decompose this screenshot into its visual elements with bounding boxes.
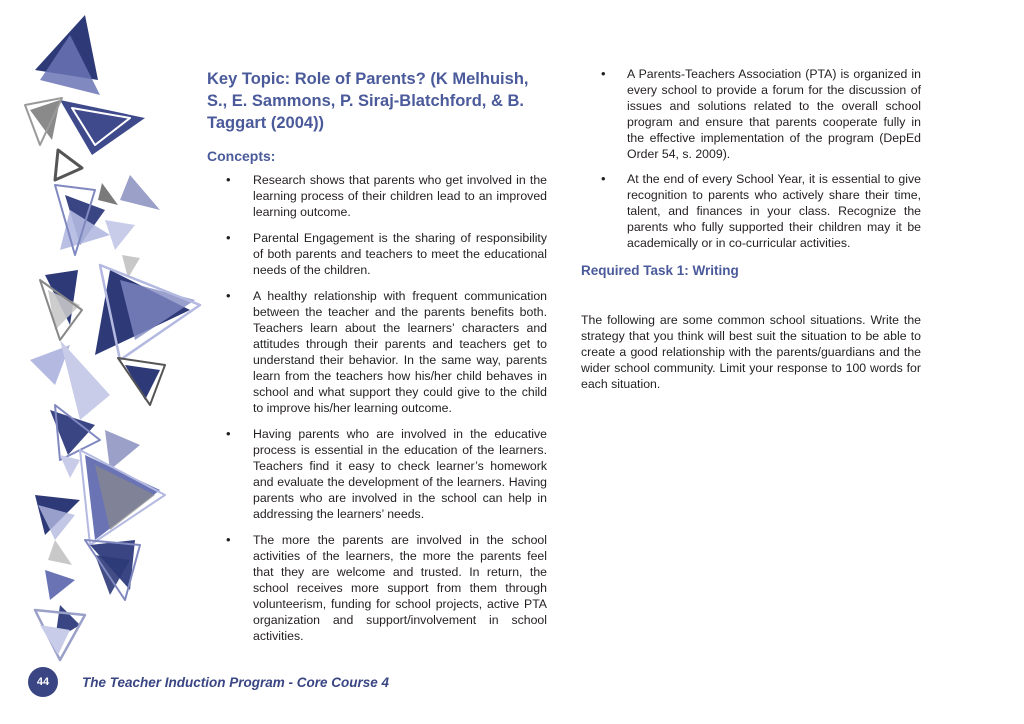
list-item: • A Parents-Teachers Association (PTA) is organized in every school to provide a forum for the discussion of issues and solutions related to the overall school program and ensure that parents cooperate fully in the effective implementation of the program (DepEd Order 54, s. 2009).: [601, 66, 921, 161]
list-item: • A healthy relationship with frequent communication between the teacher and the parents benefits both. Teachers learn about the learners’ characters and attitudes through their parents and teachers get to understand their behavior. In the same way, parents learn from the teachers how his/her child behaves in school and what support they could give to the child to improve his/her learning outcome.: [226, 288, 547, 415]
bullet-dot-icon: •: [601, 66, 606, 81]
left-column: [207, 68, 547, 654]
key-topic-heading: Key Topic: Role of Parents? (K Melhuish, S., E. Sammons, P. Siraj-Blatchford, & B. Taggart (2004)): [207, 70, 529, 132]
bullet-dot-icon: •: [226, 532, 231, 547]
required-task-heading: Required Task 1: Writing: [581, 263, 739, 278]
task-instructions: The following are some common school situations. Write the strategy that you think will best suit the situation to be able to create a good relationship with the parents/guardians and the wider school community. Limit your response to 100 words for each situation.: [581, 313, 921, 391]
page-footer: [28, 667, 389, 697]
list-item: • Having parents who are involved in the educative process is essential in the education of the learners. Teachers find it easy to check learner’s homework and evaluate the development of the learners. Having parents who are involved in the school can help in addressing the learners’ needs.: [226, 426, 547, 521]
footer-title: The Teacher Induction Program - Core Course 4: [82, 674, 390, 690]
concepts-list: [207, 172, 547, 644]
bullet-dot-icon: •: [226, 288, 231, 303]
bullet-dot-icon: •: [226, 172, 231, 187]
bullet-dot-icon: •: [226, 426, 231, 441]
right-column: [581, 66, 921, 392]
list-item: • Parental Engagement is the sharing of responsibility of both parents and teachers to meet the educational needs of the children.: [226, 230, 547, 277]
concepts-heading: Concepts:: [207, 148, 276, 164]
bullet-dot-icon: •: [601, 171, 606, 186]
list-item: • Research shows that parents who get involved in the learning process of their children lead to an improved learning outcome.: [226, 172, 547, 219]
list-item: • The more the parents are involved in the school activities of the learners, the more the parents feel that they are welcome and trusted. In return, the school receives more support from them through volunteerism, funding for school projects, active PTA organization and support/involvement in school activities.: [226, 532, 547, 643]
list-item: • At the end of every School Year, it is essential to give recognition to parents who actively share their time, talent, and finances in your class. Recognize the parents who fully supported their children may it be academically or in co-curricular activities.: [601, 171, 921, 250]
bullet-dot-icon: •: [226, 230, 231, 245]
page-number-badge: 44: [28, 667, 58, 697]
triangle-pattern-decoration: [0, 0, 210, 680]
pta-list: [581, 66, 921, 251]
